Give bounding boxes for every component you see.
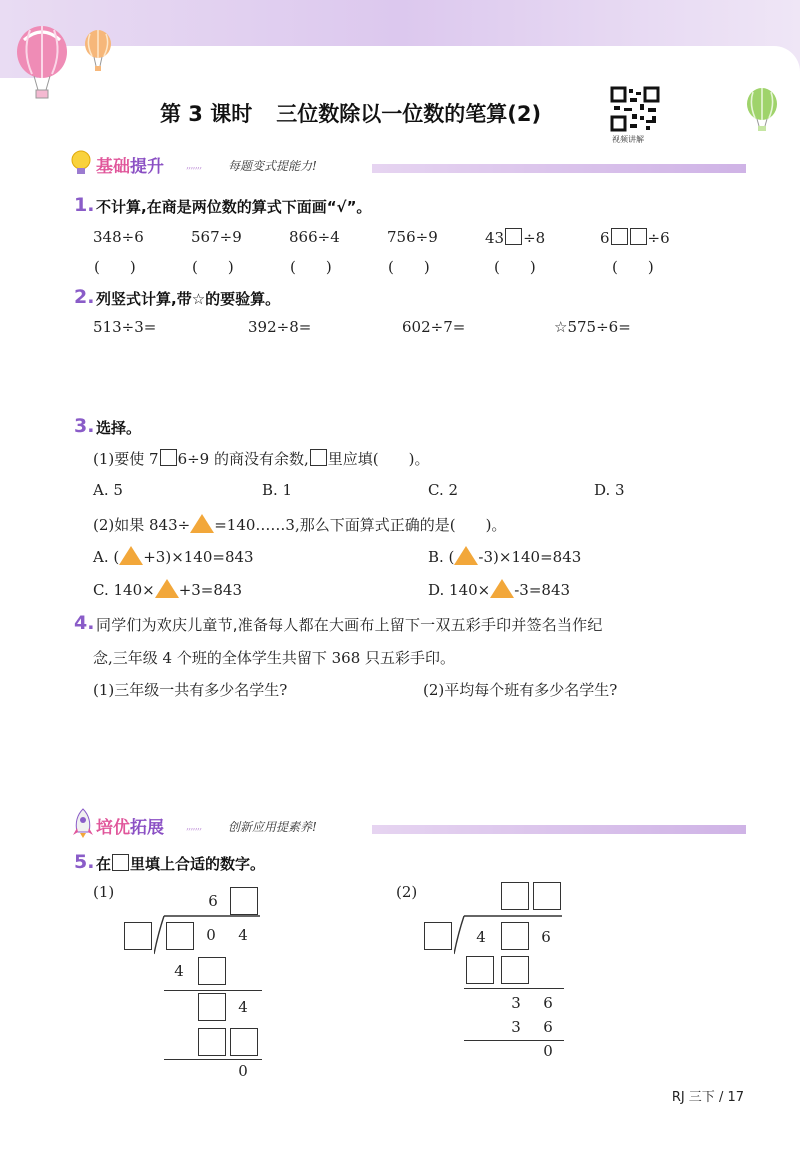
triangle-icon: [190, 514, 214, 533]
blank-box[interactable]: [466, 956, 494, 984]
q3-option[interactable]: C. 2: [428, 481, 459, 499]
division-line: [464, 1040, 564, 1041]
digit: 4: [238, 926, 248, 944]
q2-item: 392÷8=: [248, 318, 312, 336]
balloon-icon: [14, 26, 114, 104]
q3-option[interactable]: B. 1: [262, 481, 293, 499]
blank-box[interactable]: [630, 228, 647, 245]
blank-box[interactable]: [198, 957, 226, 985]
answer-paren[interactable]: ( ): [290, 258, 332, 276]
q5-part2-label: (2): [396, 883, 418, 901]
blank-box[interactable]: [611, 228, 628, 245]
q3-option[interactable]: C. 140× +3=843: [93, 581, 242, 599]
q3-number: 3.: [74, 415, 95, 437]
digit: 0: [206, 926, 216, 944]
blank-box[interactable]: [424, 922, 452, 950]
digit: 3: [511, 994, 521, 1012]
answer-paren[interactable]: ( ): [494, 258, 536, 276]
division-line: [164, 1059, 262, 1060]
triangle-icon: [119, 546, 143, 565]
digit: 4: [476, 928, 486, 946]
blank-box[interactable]: [501, 956, 529, 984]
q2-item: ☆575÷6=: [554, 318, 631, 336]
balloon-icon: [744, 88, 780, 132]
q4-line2: 念,三年级 4 个班的全体学生共留下 368 只五彩手印。: [93, 649, 456, 667]
digit: 4: [174, 962, 184, 980]
q3-text: 选择。: [96, 419, 142, 437]
q1-item: 567÷9: [191, 228, 242, 246]
section-advanced-title: 培优拓展: [96, 818, 164, 838]
section-strip: [372, 825, 746, 834]
blank-box[interactable]: [230, 887, 258, 915]
q3-option[interactable]: A. 5: [93, 481, 123, 499]
q4-sub1: (1)三年级一共有多少名学生?: [93, 681, 288, 699]
answer-paren[interactable]: ( ): [192, 258, 234, 276]
blank-box[interactable]: [230, 1028, 258, 1056]
q1-item: 348÷6: [93, 228, 144, 246]
q1-text: 不计算,在商是两位数的算式下面画“√”。: [96, 198, 372, 216]
page-footer: RJ 三下 / 17: [671, 1090, 744, 1105]
blank-box: [112, 854, 129, 871]
digit: 6: [541, 928, 551, 946]
q3-option[interactable]: A. ( +3)×140=843: [93, 548, 254, 566]
blank-box[interactable]: [505, 228, 522, 245]
q1-number: 1.: [74, 194, 95, 216]
q2-number: 2.: [74, 286, 95, 308]
rocket-icon: [72, 808, 94, 838]
qr-code-icon[interactable]: [610, 86, 660, 132]
blank-box: [310, 449, 327, 466]
qr-caption: 视频讲解: [612, 135, 644, 144]
q2-text: 列竖式计算,带☆的要验算。: [96, 290, 281, 308]
blank-box[interactable]: [124, 922, 152, 950]
q5-text: 在 里填上合适的数字。: [96, 855, 266, 873]
lesson-topic: 三位数除以一位数的笔算(2): [276, 102, 542, 126]
decor-dots: ,,,,,,,: [186, 821, 202, 832]
blank-box[interactable]: [198, 1028, 226, 1056]
lesson-number: 第 3 课时: [160, 102, 253, 126]
page-title: [160, 98, 541, 128]
blank-box[interactable]: [501, 882, 529, 910]
q2-item: 602÷7=: [402, 318, 466, 336]
q5-number: 5.: [74, 851, 95, 873]
q1-item: 6 ÷6: [600, 229, 670, 247]
q3-option[interactable]: D. 140× -3=843: [428, 581, 571, 599]
blank-box[interactable]: [533, 882, 561, 910]
q3-option[interactable]: B. ( -3)×140=843: [428, 548, 582, 566]
q4-number: 4.: [74, 612, 95, 634]
q3-part2: (2)如果 843÷ =140……3,那么下面算式正确的是( )。: [93, 516, 507, 534]
digit: 6: [543, 994, 553, 1012]
blank-box[interactable]: [501, 922, 529, 950]
triangle-icon: [454, 546, 478, 565]
digit: 6: [208, 892, 218, 910]
division-line: [464, 988, 564, 989]
q5-part1-label: (1): [93, 883, 115, 901]
division-line: [164, 990, 262, 991]
answer-paren[interactable]: ( ): [612, 258, 654, 276]
section-advanced-slogan: 创新应用提素养!: [228, 820, 317, 834]
digit: 4: [238, 998, 248, 1016]
digit: 0: [543, 1042, 553, 1060]
q3-option[interactable]: D. 3: [594, 481, 625, 499]
answer-paren[interactable]: ( ): [388, 258, 430, 276]
q1-item: 866÷4: [289, 228, 340, 246]
section-basic-slogan: 每题变式提能力!: [228, 159, 317, 173]
answer-paren[interactable]: ( ): [94, 258, 136, 276]
blank-box[interactable]: [160, 449, 177, 466]
q3-part1: (1)要使 7 6÷9 的商没有余数, 里应填( )。: [93, 450, 430, 468]
digit: 3: [511, 1018, 521, 1036]
digit: 0: [238, 1062, 248, 1080]
blank-box[interactable]: [166, 922, 194, 950]
q2-item: 513÷3=: [93, 318, 157, 336]
blank-box[interactable]: [198, 993, 226, 1021]
q4-line1: 同学们为欢庆儿童节,准备每人都在大画布上留下一双五彩手印并签名当作纪: [96, 616, 603, 634]
triangle-icon: [490, 579, 514, 598]
lightbulb-icon: [70, 150, 92, 176]
q4-sub2: (2)平均每个班有多少名学生?: [423, 681, 618, 699]
section-strip: [372, 164, 746, 173]
digit: 6: [543, 1018, 553, 1036]
section-basic-title: 基础提升: [96, 157, 164, 177]
triangle-icon: [155, 579, 179, 598]
decor-dots: ,,,,,,,: [186, 160, 202, 171]
q1-item: 756÷9: [387, 228, 438, 246]
q1-item: 43 ÷8: [485, 229, 546, 247]
